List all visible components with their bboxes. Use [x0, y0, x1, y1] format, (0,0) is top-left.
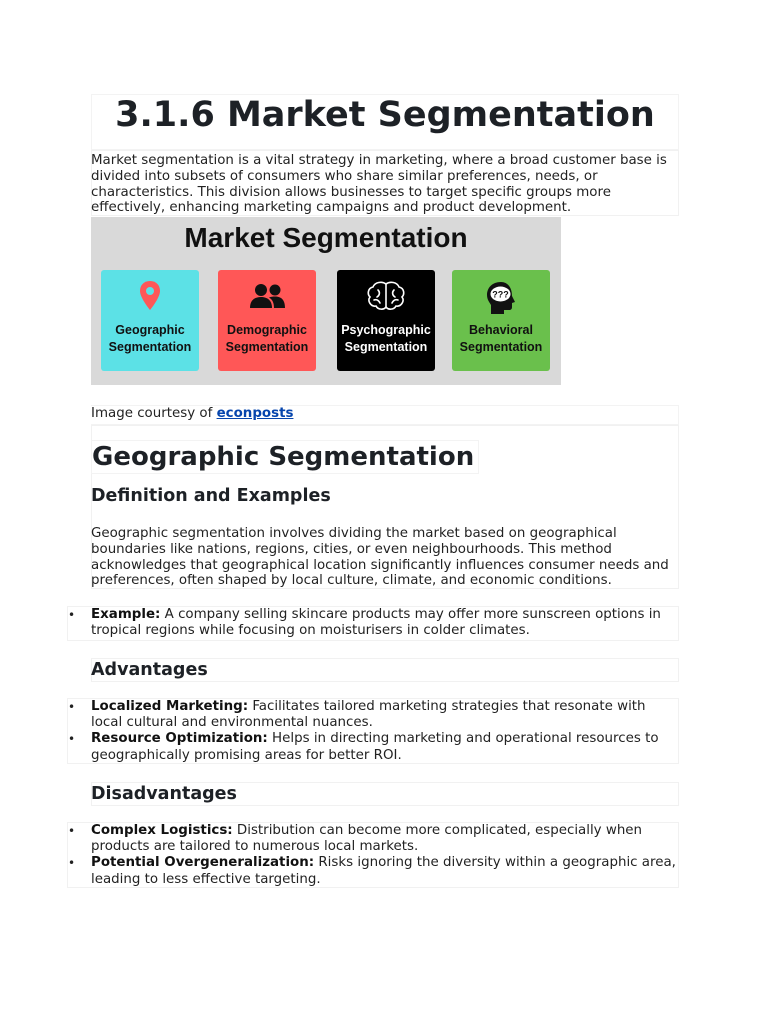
- card-geographic-line2: Segmentation: [108, 340, 192, 354]
- list-item: [68, 607, 678, 639]
- page-title: 3.1.6 Market Segmentation: [91, 94, 679, 150]
- disadvantage-label: Potential Overgeneralization:: [91, 855, 315, 871]
- section-heading: Geographic Segmentation: [91, 440, 479, 474]
- example-label: Example:: [91, 607, 161, 622]
- advantage-text: Facilitates tailored marketing strategies that resonate with local cultural and environmental nuances.: [91, 699, 646, 731]
- example-text: A company selling skincare products may offer more sunscreen options in tropical regions while focusing on moisturisers in colder climates.: [91, 607, 661, 639]
- card-psychographic-line2: Segmentation: [344, 340, 428, 354]
- image-caption: [91, 405, 679, 425]
- example-list: [67, 606, 679, 641]
- disadvantages-list: [67, 822, 679, 888]
- map-pin-icon: [101, 280, 199, 316]
- advantage-text: Helps in directing marketing and operational resources to geographically promising areas for better ROI.: [91, 731, 659, 763]
- card-behavioral: [452, 270, 550, 371]
- card-demographic-line1: Demographic: [227, 323, 307, 337]
- list-item: [68, 855, 678, 887]
- disadvantage-text: Distribution can become more complicated, especially when products are tailored to numerous local markets.: [91, 823, 643, 855]
- definition-heading: Definition and Examples: [91, 486, 331, 506]
- card-psychographic: [337, 270, 435, 371]
- infographic-title: Market Segmentation: [184, 222, 468, 253]
- card-demographic: [218, 270, 316, 371]
- card-geographic-line1: Geographic: [115, 323, 185, 337]
- svg-text:???: ???: [492, 289, 509, 300]
- list-item: [68, 823, 678, 855]
- card-behavioral-line1: Behavioral: [469, 323, 533, 337]
- advantage-label: Localized Marketing:: [91, 699, 249, 714]
- list-item: [68, 731, 678, 763]
- caption-prefix: Image courtesy of: [91, 406, 217, 421]
- intro-paragraph: Market segmentation is a vital strategy in marketing, where a broad customer base is divided into subsets of consumers who share similar preferences, needs, or characteristics. This division allows businesses to target specific groups more effectively, enhancing marketing campaigns and product development.: [91, 153, 667, 216]
- card-behavioral-line2: Segmentation: [459, 340, 543, 354]
- disadvantage-text: Risks ignoring the diversity within a geographic area, leading to less effective targeting.: [91, 855, 676, 887]
- advantages-heading: Advantages: [91, 660, 208, 680]
- head-question-icon: [452, 280, 550, 316]
- disadvantages-heading: Disadvantages: [91, 784, 237, 804]
- advantages-list: [67, 698, 679, 764]
- disadvantage-label: Complex Logistics:: [91, 823, 233, 838]
- definition-paragraph: Geographic segmentation involves dividing the market based on geographical boundaries like nations, regions, cities, or even neighbourhoods. This method acknowledges that geographical location significantly influences consumer needs and preferences, often shaped by local culture, climate, and economic conditions.: [91, 526, 669, 589]
- advantage-label: Resource Optimization:: [91, 731, 268, 747]
- market-segmentation-infographic: [91, 217, 561, 385]
- card-psychographic-line1: Psychographic: [341, 323, 431, 337]
- brain-icon: [337, 280, 435, 316]
- people-icon: [218, 280, 316, 316]
- card-geographic: [101, 270, 199, 371]
- card-demographic-line2: Segmentation: [225, 340, 309, 354]
- econposts-link[interactable]: econposts: [216, 406, 294, 421]
- list-item: [68, 699, 678, 731]
